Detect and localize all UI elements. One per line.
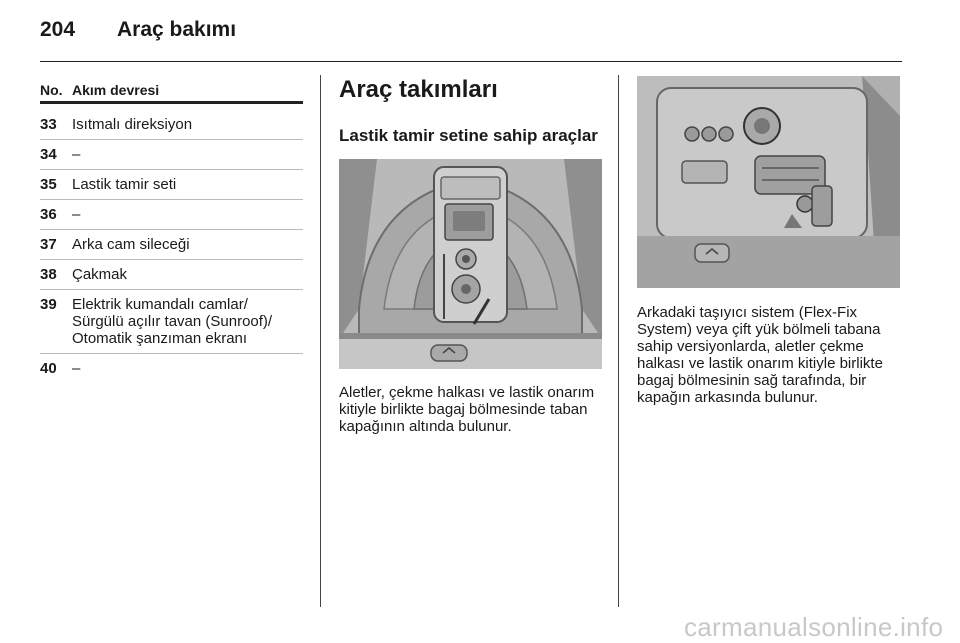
column-divider xyxy=(320,75,321,607)
fuse-number: 40 xyxy=(40,360,57,377)
fuse-circuit: Isıtmalı direksiyon xyxy=(72,116,193,133)
column-header-no: No. xyxy=(40,82,63,98)
fuse-number: 39 xyxy=(40,296,57,313)
tools-section xyxy=(339,76,602,435)
fuse-table xyxy=(40,80,303,377)
fuse-number: 33 xyxy=(40,116,57,133)
fuse-circuit: Arka cam sileceği xyxy=(72,236,190,253)
fuse-circuit: – xyxy=(72,146,81,163)
page-title: Araç bakımı xyxy=(117,18,237,41)
fuse-number: 34 xyxy=(40,146,57,163)
fuse-circuit: – xyxy=(72,360,81,377)
fuse-circuit: Elektrik kumandalı camlar/ Sürgülü açılır tavan (Sunroof)/ Otomatik şanzıman ekranı xyxy=(72,296,273,347)
row-divider xyxy=(40,259,303,260)
row-divider xyxy=(40,353,303,354)
trunk-side-compartment-illustration xyxy=(637,76,900,288)
fuse-number: 37 xyxy=(40,236,57,253)
row-divider xyxy=(40,289,303,290)
table-row xyxy=(40,296,303,347)
table-row xyxy=(40,116,303,133)
fuse-number: 35 xyxy=(40,176,57,193)
row-divider xyxy=(40,199,303,200)
figure-caption: Arkadaki taşıyıcı sistem (Flex-Fix System) veya çift yük bölmeli tabana sahip versiyonlarda, aletler çekme halkası ve lastik onarım kitiyle birlikte bagaj bölmesinin sağ tarafında, bir kapağın arkasında bulunur. xyxy=(637,304,883,406)
watermark: carmanualsonline.info xyxy=(684,612,944,642)
fuse-circuit: Lastik tamir seti xyxy=(72,176,177,193)
table-row xyxy=(40,236,303,253)
row-divider xyxy=(40,229,303,230)
row-divider xyxy=(40,169,303,170)
trunk-floor-tools-illustration xyxy=(339,159,602,369)
figure-caption: Aletler, çekme halkası ve lastik onarım kitiyle birlikte bagaj bölmesinde taban kapağının altında bulunur. xyxy=(339,384,595,435)
section-title: Araç takımları xyxy=(339,76,498,103)
table-header-rule xyxy=(40,101,303,104)
row-divider xyxy=(40,139,303,140)
page-number: 204 xyxy=(40,18,76,41)
fuse-number: 38 xyxy=(40,266,57,283)
table-row xyxy=(40,266,303,283)
table-row xyxy=(40,360,303,377)
table-row xyxy=(40,176,303,193)
table-row xyxy=(40,146,303,163)
fuse-circuit: – xyxy=(72,206,81,223)
column-divider xyxy=(618,75,619,607)
fuse-circuit: Çakmak xyxy=(72,266,128,283)
column-header-circuit: Akım devresi xyxy=(72,82,160,98)
header-rule xyxy=(40,61,902,62)
section-subtitle: Lastik tamir setine sahip araçlar xyxy=(339,126,598,145)
table-row xyxy=(40,206,303,223)
table-header xyxy=(40,80,303,100)
fuse-number: 36 xyxy=(40,206,57,223)
